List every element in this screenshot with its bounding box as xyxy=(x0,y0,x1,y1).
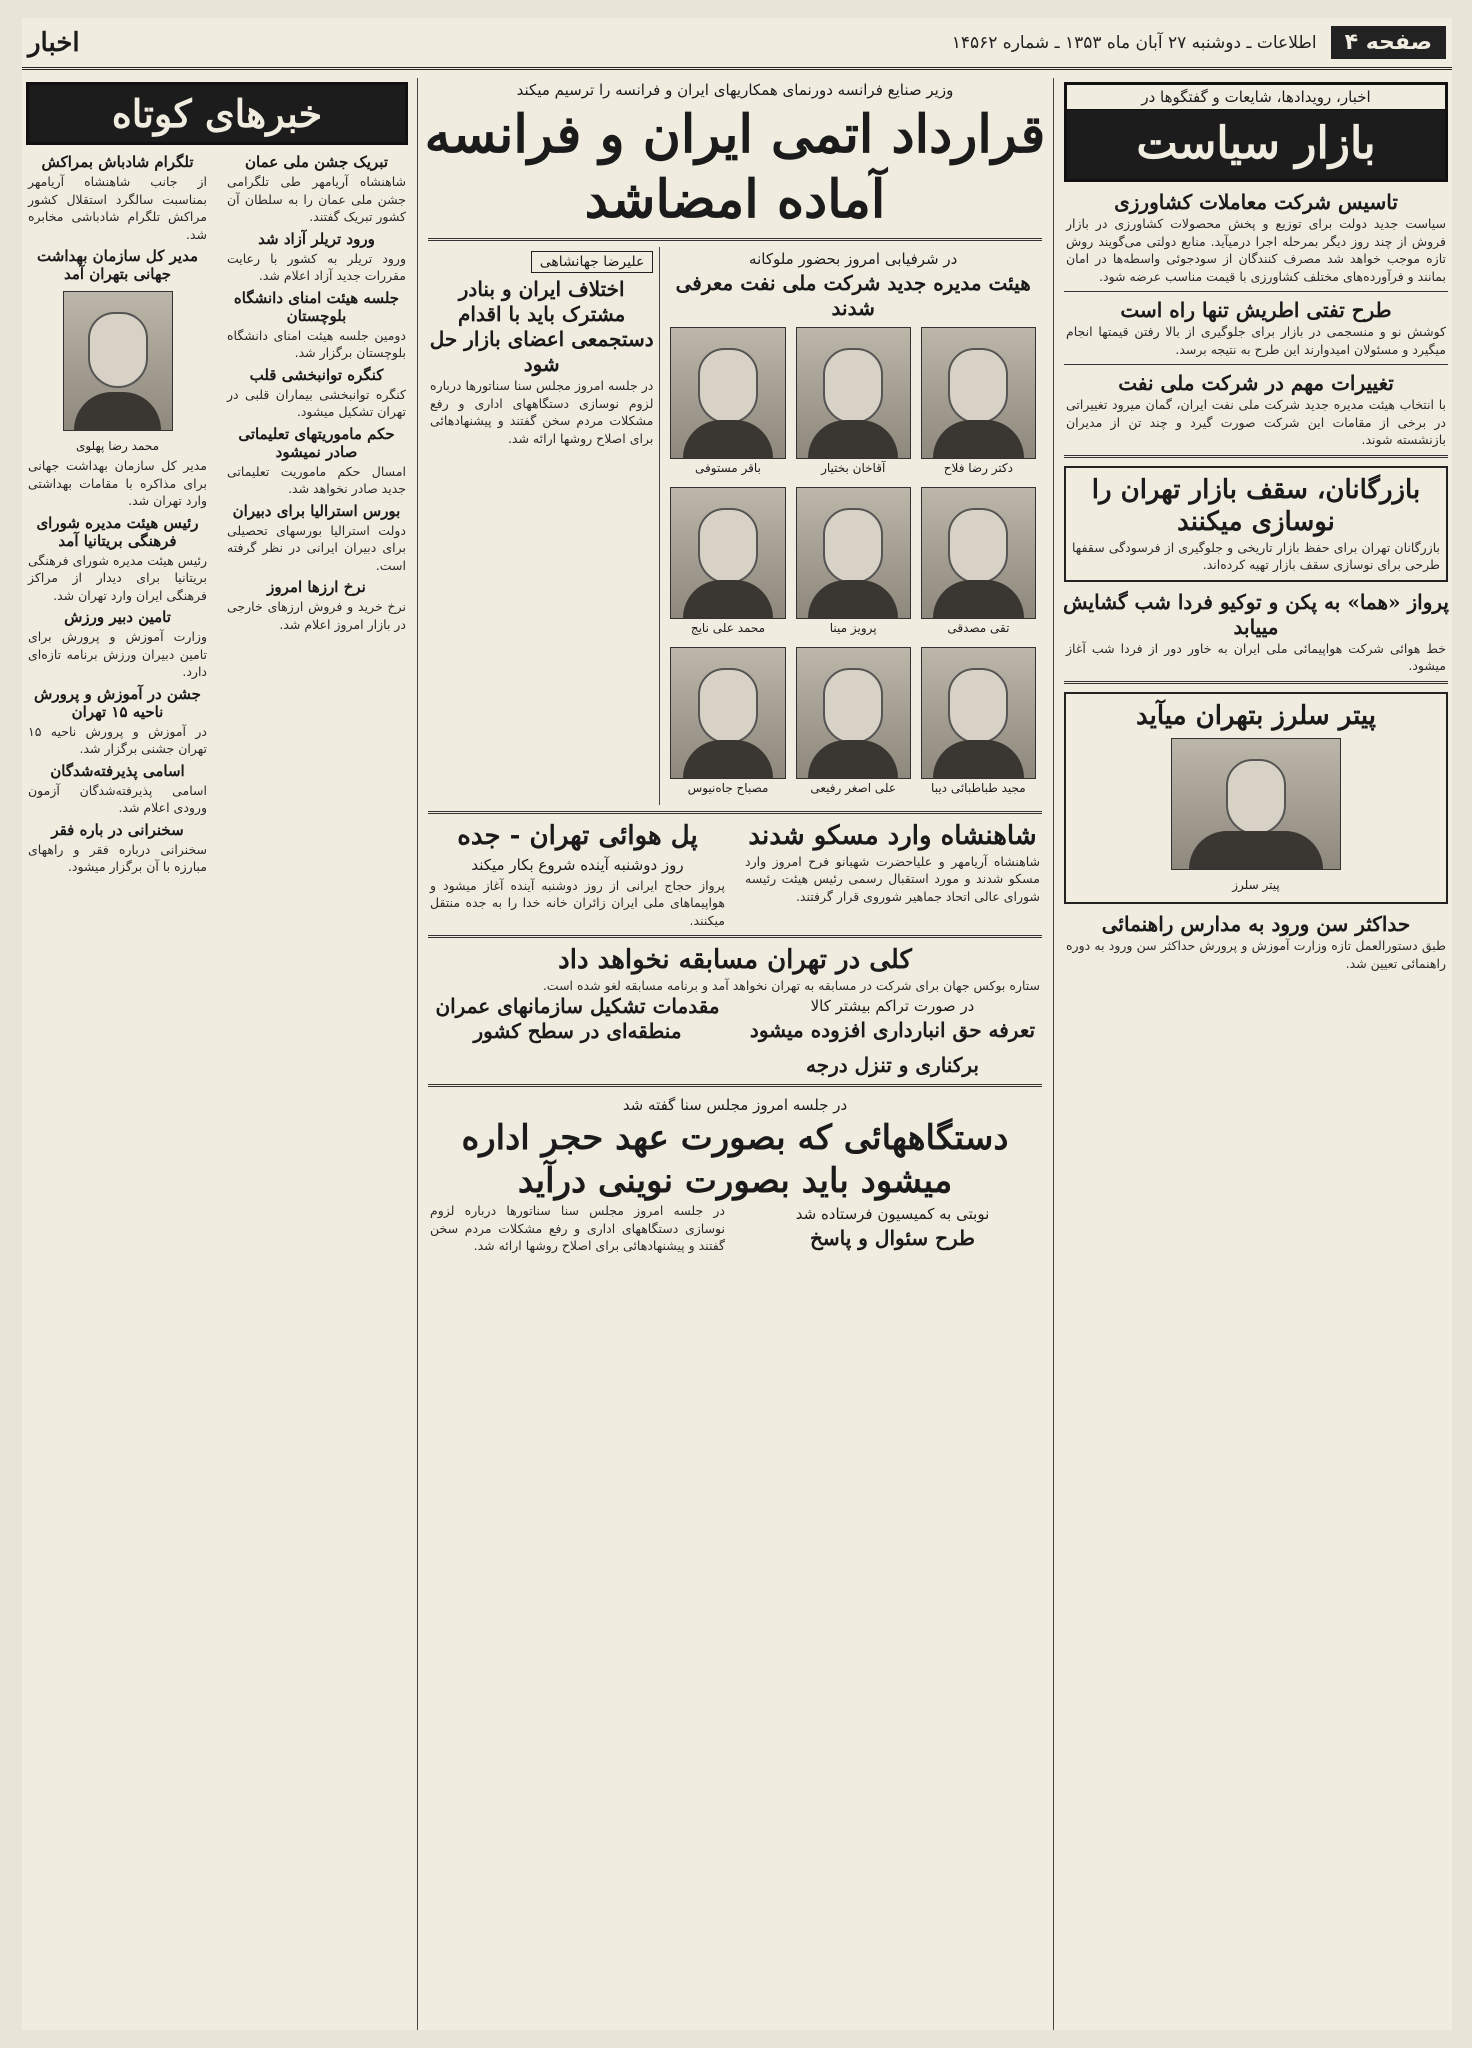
portrait xyxy=(796,487,911,639)
bazaar-headline: بازرگانان، سقف بازار تهران را نوسازی میکنند xyxy=(1091,474,1421,537)
peter-caption: پیتر سلرز xyxy=(1232,878,1280,892)
homa-body: خط هوائی شرکت هواپیمائی ملی ایران به خاور دور از فردا شب آغاز میشود. xyxy=(1066,640,1446,673)
portrait xyxy=(670,647,785,799)
bazaar-note-body: در جلسه امروز مجلس سنا سناتورها درباره لزوم نوسازی دستگاههای اداری و رفع مشکلات مردم سخن گفتند و پیشنهادهائی برای اصلاح روشها ارائه شد. xyxy=(430,378,654,446)
oil-kicker: در شرفیابی امروز بحضور ملوکانه xyxy=(749,250,958,268)
masthead xyxy=(22,18,1452,70)
news-headline: بورس استرالیا برای دبیران xyxy=(232,501,401,520)
divider xyxy=(1064,291,1448,292)
qa-kicker: نوبتی به کمیسیون فرستاده شد xyxy=(795,1205,990,1223)
issue-info: اطلاعات ـ دوشنبه ۲۷ آبان ماه ۱۳۵۳ ـ شماره ۱۴۵۶۲ xyxy=(951,32,1317,53)
news-headline: رئیس هیئت مدیره شورای فرهنگی بریتانیا آمد xyxy=(36,513,199,550)
divider xyxy=(1064,455,1448,458)
portrait-caption: علی اصغر رفیعی xyxy=(810,781,897,795)
portrait xyxy=(670,487,785,639)
tariff-kicker: در صورت تراکم بیشتر کالا xyxy=(810,997,975,1015)
congress-headline: برکناری و تنزل درجه xyxy=(806,1053,979,1077)
bazaar-politics-box xyxy=(1064,82,1448,182)
story xyxy=(1060,912,1452,972)
news-body: امسال حکم ماموریت تعلیماتی جدید صادر نخواهد شد. xyxy=(227,463,406,496)
peter-box xyxy=(1064,692,1448,905)
story-body: سیاست جدید دولت برای توزیع و پخش محصولات کشاورزی در بازار فروش از چند روز دیگر بمرحله اجرا درمیآید. منابع دولتی می‌گویند روش تازه موجب خواهد شد مصرف کنندگان از سودجوئی واسطه‌ها در امان بمانند و فرآورده‌های مختلف کشاورزی با قیمت مناسب عرضه شود. xyxy=(1066,216,1446,284)
who-director-photo xyxy=(63,291,173,431)
news-body: وزارت آموزش و پرورش برای تامین دبیران ورزش برنامه تازه‌ای دارد. xyxy=(28,629,207,679)
divider xyxy=(428,238,1042,241)
column-rule xyxy=(417,78,418,2030)
news-body: نرخ خرید و فروش ارزهای خارجی در بازار امروز اعلام شد. xyxy=(227,599,406,632)
tariff-story xyxy=(739,994,1046,1078)
oil-block xyxy=(660,247,1046,805)
story xyxy=(1060,590,1452,675)
news-body: شاهنشاه آریامهر طی تلگرامی جشن ملی عمان را به سلطان آن کشور تبریک گفتند. xyxy=(227,174,406,224)
regional-headline: مقدمات تشکیل سازمانهای عمران منطقه‌ای در سطح کشور xyxy=(435,994,720,1043)
news-body: ورود تریلر به کشور با رعایت مقررات جدید آزاد اعلام شد. xyxy=(227,250,406,283)
jeddah-story xyxy=(424,820,731,929)
senate-story xyxy=(424,1202,731,1255)
short-news-col xyxy=(22,149,213,876)
jeddah-headline: پل هوائی تهران - جده xyxy=(457,821,698,851)
story xyxy=(1060,371,1452,449)
portrait xyxy=(921,487,1036,639)
senate-block xyxy=(424,1202,1046,1255)
portrait xyxy=(921,647,1036,799)
portrait-caption: تقی مصدقی xyxy=(947,621,1010,635)
bazaar-note-headline: اختلاف ایران و بنادر مشترک باید با اقدام دستجمعی اعضای بازار حل شود xyxy=(429,277,654,376)
short-news-title: خبرهای کوتاه xyxy=(26,82,408,145)
portrait-caption: مجید طباطبائی دیبا xyxy=(931,781,1026,795)
portrait-caption: باقر مستوفی xyxy=(695,461,761,475)
qa-story xyxy=(739,1202,1046,1255)
box-title: بازار سیاست xyxy=(1067,110,1445,179)
news-headline: جلسه هیئت امنای دانشگاه بلوچستان xyxy=(233,288,400,325)
news-body: دولت استرالیا بورسهای تحصیلی برای دبیران ایرانی در نظر گرفته است. xyxy=(227,522,406,573)
oil-headline: هیئت مدیره جدید شرکت ملی نفت معرفی شدند xyxy=(675,271,1031,320)
column-rule xyxy=(1053,78,1054,2030)
senate-kicker: در جلسه امروز مجلس سنا گفته شد xyxy=(622,1096,848,1114)
portrait-grid xyxy=(660,321,1046,805)
story xyxy=(1060,298,1452,358)
portrait-caption: دکتر رضا فلاح xyxy=(943,461,1013,475)
moscow-body: شاهنشاه آریامهر و علیاحضرت شهبانو فرح امروز وارد مسکو شدند و مورد استقبال رسمی رئیس هیئت رئیسه شورای عالی اتحاد جماهیر شوروی قرار گرفتند. xyxy=(745,853,1040,904)
news-body: کنگره توانبخشی بیماران قلبی در تهران تشکیل میشود. xyxy=(227,386,406,419)
news-headline: کنگره توانبخشی قلب xyxy=(249,365,384,384)
news-headline: اسامی پذیرفته‌شدگان xyxy=(50,761,185,780)
divider xyxy=(1064,681,1448,684)
peter-headline: پیتر سلرز بتهران میآید xyxy=(1135,700,1377,731)
story xyxy=(1060,190,1452,285)
senate-body: در جلسه امروز مجلس سنا سناتورها درباره لزوم نوسازی دستگاههای اداری و رفع مشکلات مردم سخن گفتند و پیشنهادهائی برای اصلاح روشها ارائه شد. xyxy=(430,1203,725,1253)
news-body: دومین جلسه هیئت امنای دانشگاه بلوچستان برگزار شد. xyxy=(227,327,406,360)
divider xyxy=(428,1084,1042,1087)
homa-headline: پرواز «هما» به پکن و توکیو فردا شب گشایش مییابد xyxy=(1063,589,1449,639)
news-headline: حکم ماموریتهای تعلیماتی صادر نمیشود xyxy=(238,424,395,461)
jeddah-body: پرواز حجاج ایرانی از روز دوشنبه آینده آغاز میشود و هواپیماهای ملی ایران زائران خانه خدا را به جده منتقل میکنند. xyxy=(430,877,725,928)
bazaar-body: بازرگانان تهران برای حفظ بازار تاریخی و جلوگیری از فرسودگی سقفها طرحی برای نوسازی سقف بازار تهیه کرده‌اند. xyxy=(1072,539,1440,572)
bazaar-note xyxy=(424,247,660,805)
senate-headline: دستگاههائی که بصورت عهد حجر اداره میشود باید بصورت نوینی درآید xyxy=(461,1118,1009,1201)
portrait xyxy=(796,327,911,479)
moscow-story xyxy=(739,820,1046,929)
portrait-caption: محمد علی نایج xyxy=(690,621,766,635)
peter-sellers-photo xyxy=(1171,738,1341,870)
news-body: رئیس هیئت مدیره شورای فرهنگی بریتانیا برای دیدار از مراکز فرهنگی ایران وارد تهران شد. xyxy=(28,552,207,603)
regional-story xyxy=(424,994,731,1078)
portrait-caption: آقاخان بختیار xyxy=(821,461,886,475)
portrait-caption: پرویز مینا xyxy=(829,621,877,635)
divider xyxy=(1064,364,1448,365)
story-body: با انتخاب هیئت مدیره جدید شرکت ملی نفت ایران، گمان میرود تغییراتی در برخی از مقامات این شرکت صورت گیرد و چند تن از مدیران بازنشسته شوند. xyxy=(1066,397,1446,447)
tehran-body: ستاره بوکس جهان برای شرکت در مسابقه به تهران نخواهد آمد و برنامه مسابقه لغو شده است. xyxy=(542,977,1040,993)
news-headline: مدیر کل سازمان بهداشت جهانی بتهران آمد xyxy=(37,247,198,283)
upper-block xyxy=(424,247,1046,805)
middle-column xyxy=(424,78,1046,2030)
short-news-grid xyxy=(22,149,412,876)
news-headline: تامین دبیر ورزش xyxy=(64,608,171,626)
divider xyxy=(428,935,1042,938)
news-headline: تلگرام شادباش بمراکش xyxy=(41,153,194,171)
news-body: مدیر کل سازمان بهداشت جهانی برای مذاکره با مقامات بهداشتی وارد تهران شد. xyxy=(28,458,207,508)
tariff-headline: تعرفه حق انبارداری افزوده میشود xyxy=(749,1018,1036,1042)
jeddah-sub: روز دوشنبه آینده شروع بکار میکند xyxy=(471,855,684,874)
qa-headline: طرح سئوال و پاسخ xyxy=(810,1226,975,1250)
divider xyxy=(428,811,1042,814)
top-kicker: وزیر صنایع فرانسه دورنمای همکاریهای ایران و فرانسه را ترسیم میکند xyxy=(516,81,954,99)
news-body: سخنرانی درباره فقر و راههای مبارزه با آن برگزار میشود. xyxy=(28,841,207,874)
news-body: اسامی پذیرفته‌شدگان آزمون ورودی اعلام شد. xyxy=(28,782,207,815)
portrait-caption: مصباح جاه‌نیوس xyxy=(687,781,769,795)
news-headline: جشن در آموزش و پرورش ناحیه ۱۵ تهران xyxy=(34,684,201,721)
story-headline: تغییرات مهم در شرکت ملی نفت xyxy=(1118,371,1394,395)
news-headline: ورود تریلر آزاد شد xyxy=(258,229,375,248)
third-block xyxy=(424,994,1046,1078)
portrait xyxy=(921,327,1036,479)
bazaar-box xyxy=(1064,466,1448,582)
byline: علیرضا جهانشاهی xyxy=(531,251,654,273)
page-number: صفحه ۴ xyxy=(1331,26,1446,59)
main-headline: قرارداد اتمی ایران و فرانسه آماده امضاشد xyxy=(424,104,1046,230)
story-headline: تاسیس شرکت معاملات کشاورزی xyxy=(1114,190,1398,214)
story-headline: طرح تفتی اطریش تنها راه است xyxy=(1120,298,1392,322)
news-headline: تبریک جشن ملی عمان xyxy=(244,153,389,171)
news-headline: نرخ ارزها امروز xyxy=(267,578,366,596)
portrait-caption: محمد رضا پهلوی xyxy=(75,439,160,453)
short-news-col xyxy=(221,149,412,876)
moscow-headline: شاهنشاه وارد مسکو شدند xyxy=(748,821,1037,851)
newspaper-page xyxy=(22,18,1452,2030)
school-headline: حداکثر سن ورود به مدارس راهنمائی xyxy=(1101,912,1411,936)
portrait xyxy=(796,647,911,799)
left-column xyxy=(22,78,412,2030)
right-column xyxy=(1060,78,1452,2030)
second-block xyxy=(424,820,1046,929)
news-body: در آموزش و پرورش ناحیه ۱۵ تهران جشنی برگزار شد. xyxy=(28,723,207,756)
box-kicker: اخبار، رویدادها، شایعات و گفتگوها در xyxy=(1067,85,1445,110)
tehran-headline: کلی در تهران مسابقه نخواهد داد xyxy=(558,945,912,975)
section-name: اخبار xyxy=(28,27,80,58)
news-body: از جانب شاهنشاه آریامهر بمناسبت سالگرد استقلال کشور مراکش تلگرام شادباشی مخابره شد. xyxy=(28,174,207,242)
story-body: کوشش نو و منسجمی در بازار برای جلوگیری از بالا رفتن قیمتها انجام میگیرد و مسئولان امیدوارند این طرح به نتیجه برسد. xyxy=(1066,324,1446,357)
news-headline: سخنرانی در باره فقر xyxy=(51,820,184,839)
portrait xyxy=(670,327,785,479)
school-body: طبق دستورالعمل تازه وزارت آموزش و پرورش حداکثر سن ورود به دوره راهنمائی تعیین شد. xyxy=(1066,938,1446,971)
